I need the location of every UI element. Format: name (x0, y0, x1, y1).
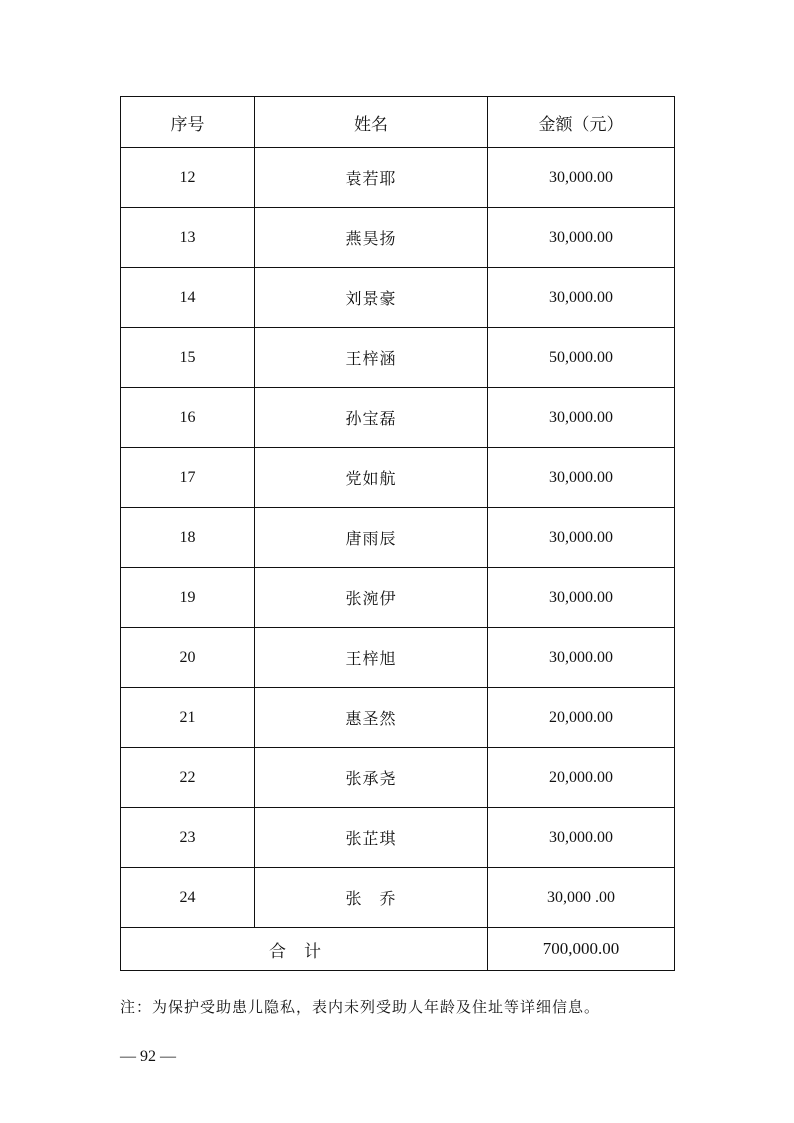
row-name: 燕昊扬 (255, 208, 488, 268)
table-row (121, 628, 675, 688)
table-row (121, 208, 675, 268)
total-row (121, 928, 675, 971)
table-row (121, 268, 675, 328)
row-name: 王梓涵 (255, 328, 488, 388)
row-name: 孙宝磊 (255, 388, 488, 448)
footnote: 注：为保护受助患儿隐私，表内未列受助人年龄及住址等详细信息。 (120, 998, 601, 1016)
row-number: 23 (121, 808, 255, 868)
table-row (121, 508, 675, 568)
header-amount: 金额（元） (488, 97, 675, 148)
row-amount: 20,000.00 (488, 748, 675, 808)
row-name: 张承尧 (255, 748, 488, 808)
row-name: 张涴伊 (255, 568, 488, 628)
table-row (121, 148, 675, 208)
row-amount: 30,000.00 (488, 808, 675, 868)
row-number: 24 (121, 868, 255, 928)
table-header-row (121, 97, 675, 148)
row-name: 刘景豪 (255, 268, 488, 328)
table-row (121, 448, 675, 508)
row-amount: 30,000.00 (488, 268, 675, 328)
header-number: 序号 (121, 97, 255, 148)
row-amount: 30,000.00 (488, 508, 675, 568)
row-number: 21 (121, 688, 255, 748)
row-number: 13 (121, 208, 255, 268)
row-amount: 30,000.00 (488, 448, 675, 508)
table-row (121, 328, 675, 388)
row-number: 20 (121, 628, 255, 688)
row-number: 12 (121, 148, 255, 208)
page-number: — 92 — (120, 1048, 176, 1065)
table-row (121, 568, 675, 628)
table-row (121, 688, 675, 748)
table-row (121, 808, 675, 868)
row-number: 19 (121, 568, 255, 628)
row-number: 15 (121, 328, 255, 388)
row-name: 唐雨辰 (255, 508, 488, 568)
row-amount: 30,000.00 (488, 388, 675, 448)
row-amount: 30,000.00 (488, 208, 675, 268)
row-amount: 30,000.00 (488, 568, 675, 628)
table-row (121, 748, 675, 808)
row-name: 党如航 (255, 448, 488, 508)
row-number: 14 (121, 268, 255, 328)
row-amount: 20,000.00 (488, 688, 675, 748)
row-amount: 30,000 .00 (488, 868, 675, 928)
table-row (121, 388, 675, 448)
total-amount: 700,000.00 (488, 928, 675, 971)
donation-table (120, 96, 675, 971)
row-name: 王梓旭 (255, 628, 488, 688)
total-label: 合计 (121, 928, 488, 971)
row-amount: 30,000.00 (488, 148, 675, 208)
header-name: 姓名 (255, 97, 488, 148)
row-name: 袁若耶 (255, 148, 488, 208)
row-name: 张 乔 (255, 868, 488, 928)
row-number: 16 (121, 388, 255, 448)
row-name: 惠圣然 (255, 688, 488, 748)
table-row (121, 868, 675, 928)
row-number: 22 (121, 748, 255, 808)
row-amount: 30,000.00 (488, 628, 675, 688)
row-number: 18 (121, 508, 255, 568)
row-amount: 50,000.00 (488, 328, 675, 388)
row-name: 张芷琪 (255, 808, 488, 868)
row-number: 17 (121, 448, 255, 508)
